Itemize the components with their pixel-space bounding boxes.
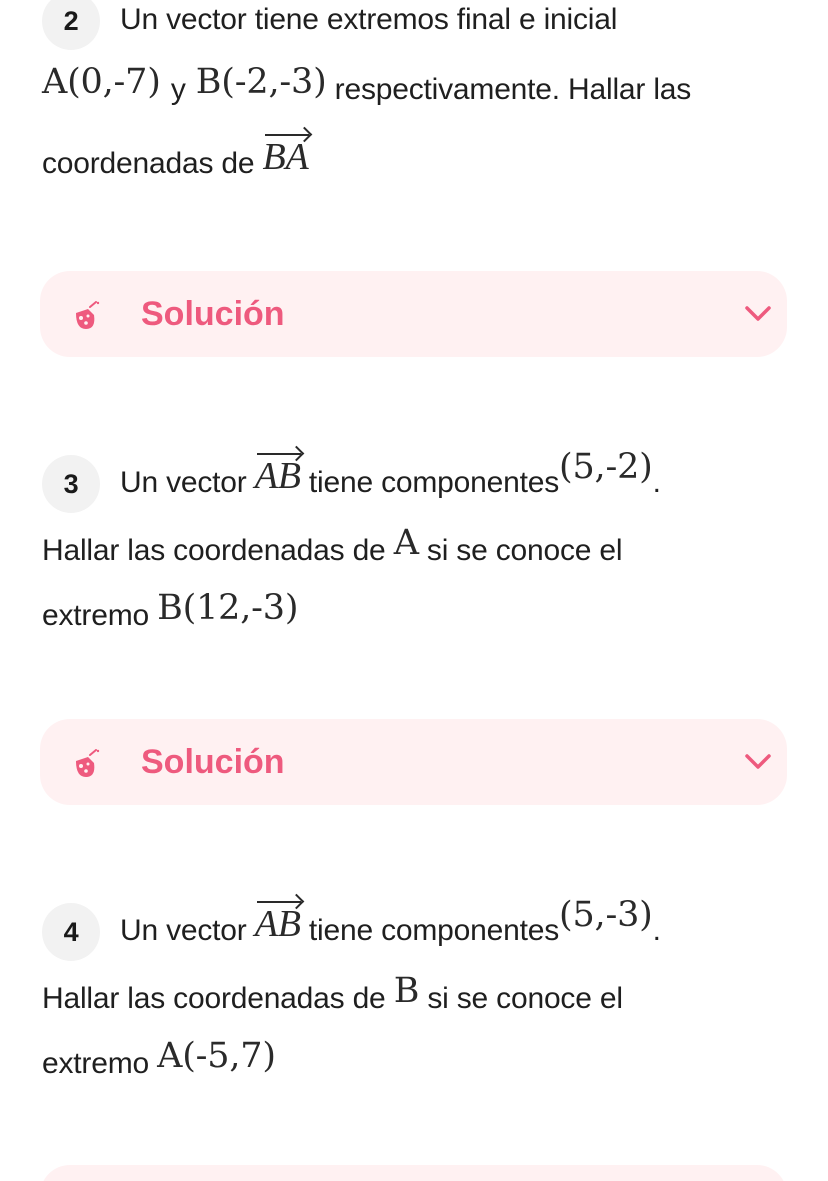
exercise-number-badge: 4 [42,903,100,961]
exercise-text: Un vector tiene extremos final e inicial [120,2,618,36]
math-point-b: B(-2,-3) [195,62,327,102]
math-known-point: B(12,-3) [157,588,299,628]
exercise-text: extremo [42,599,149,632]
exercise-3-line-2 [42,523,622,571]
math-known-point: A(-5,7) [157,1036,276,1076]
exercise-4-line-3 [42,1036,276,1084]
solution-toggle-partial[interactable] [40,1165,787,1181]
exercise-text: si se conoce el [426,534,623,567]
exercise-4-line-2 [42,971,623,1019]
exercise-2-line-2 [42,62,691,110]
chevron-down-icon[interactable] [743,750,773,774]
math-point: A [393,523,419,563]
solution-toggle[interactable] [40,271,787,357]
exercise-2-line-3 [42,137,309,184]
exercise-number-badge: 2 [42,0,100,50]
exercise-text: si se conoce el [427,982,623,1015]
exercise-2-line-1 [42,0,617,50]
exercise-4-line-1 [42,895,661,961]
math-vector-ab: AB [254,903,301,945]
math-point-a: A(0,-7) [42,62,161,102]
exercise-text: . [652,466,661,499]
exercise-text: tiene componentes [308,466,560,499]
flask-icon [70,301,100,331]
exercise-text: Un vector [120,914,247,947]
exercise-text: extremo [42,1047,149,1080]
solution-label: Solución [141,743,285,781]
chevron-down-icon[interactable] [743,302,773,326]
math-components: (5,-3) [559,895,653,935]
solution-toggle[interactable] [40,719,787,805]
flask-icon [70,749,100,779]
math-point: B [393,971,420,1011]
exercise-text: . [652,914,661,947]
exercise-text: tiene componentes [308,914,560,947]
exercise-text: coordenadas de [42,147,255,180]
math-components: (5,-2) [559,447,653,487]
math-vector-ab: AB [254,455,301,497]
exercise-text: Hallar las coordenadas de [42,982,386,1015]
math-vector-ba: BA [262,136,309,178]
exercise-text: Hallar las coordenadas de [42,534,386,567]
exercise-text: Un vector [120,466,247,499]
solution-label: Solución [141,295,285,333]
exercise-text: respectivamente. Hallar las [334,73,692,106]
exercise-text: y [170,73,186,106]
exercise-3-line-3 [42,588,298,636]
exercise-number-badge: 3 [42,455,100,513]
exercise-3-line-1 [42,447,661,513]
